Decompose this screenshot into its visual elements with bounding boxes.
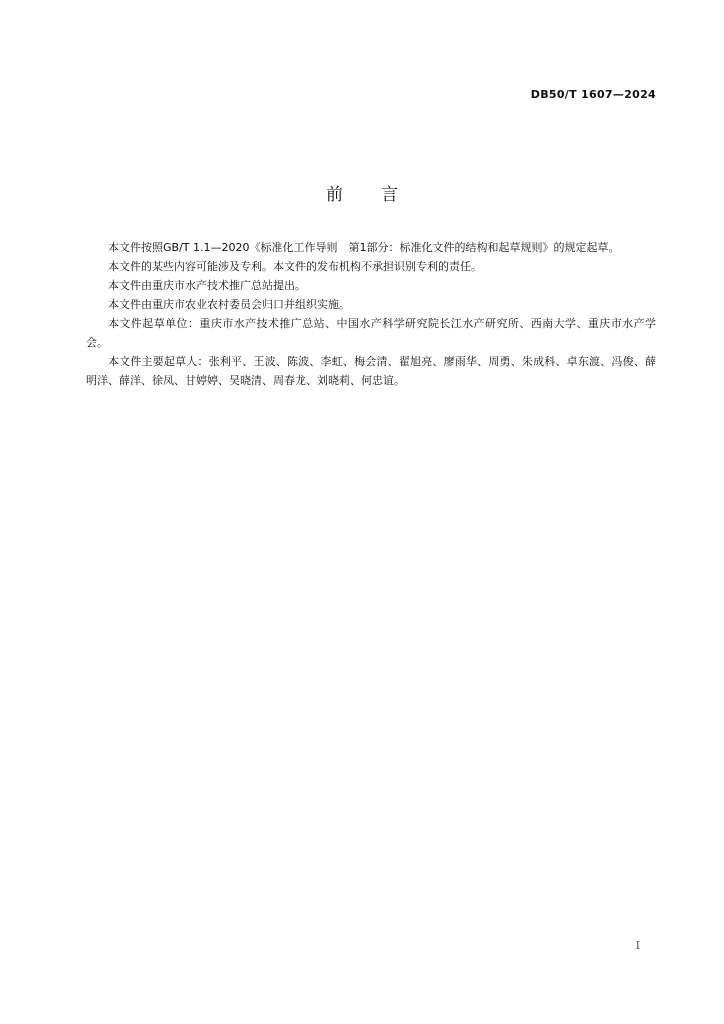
document-code: DB50/T 1607—2024 [530,88,656,101]
paragraph-drafters: 本文件主要起草人：张利平、王波、陈波、李虹、梅会清、翟旭亮、廖雨华、周勇、朱成科、卓东渡、冯俊、薛明洋、薛洋、徐凤、甘婷婷、吴晓清、周春龙、刘晓莉、何忠谊。 [86,355,656,387]
paragraph-administrator: 本文件由重庆市农业农村委员会归口并组织实施。 [108,298,350,311]
paragraph-proposer: 本文件由重庆市水产技术推广总站提出。 [108,279,306,292]
paragraph-drafting-rule: 本文件按照GB/T 1.1—2020《标准化工作导则 第1部分：标准化文件的结构和起草规则》的规定起草。 [108,241,620,254]
page-number: I [635,939,640,952]
page-title: 前言 [326,185,436,205]
paragraph-drafting-units: 本文件起草单位：重庆市水产技术推广总站、中国水产科学研究院长江水产研究所、西南大学、重庆市水产学会。 [86,317,656,349]
foreword-body [86,238,656,390]
paragraph-patent-notice: 本文件的某些内容可能涉及专利。本文件的发布机构不承担识别专利的责任。 [108,260,482,273]
